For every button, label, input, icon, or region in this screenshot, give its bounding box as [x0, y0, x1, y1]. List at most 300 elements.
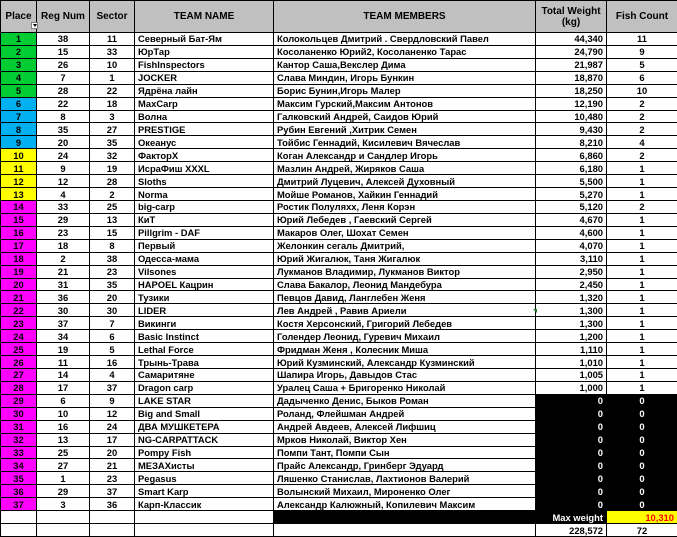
team-members-cell[interactable]: Максим Гурский,Максим Антонов [274, 97, 536, 110]
team-name-cell[interactable]: Первый [135, 239, 274, 252]
team-members-cell[interactable]: Дадыченко Денис, Быков Роман [274, 394, 536, 407]
sector-cell[interactable]: 23 [90, 265, 135, 278]
reg-num-cell[interactable]: 25 [37, 446, 90, 459]
place-cell[interactable]: 23 [1, 317, 37, 330]
sector-cell[interactable]: 35 [90, 136, 135, 149]
sector-cell[interactable]: 2 [90, 188, 135, 201]
table-row [1, 407, 677, 420]
place-cell[interactable]: 35 [1, 472, 37, 485]
filter-dropdown-icon[interactable] [31, 22, 38, 29]
team-name-cell[interactable]: Волна [135, 110, 274, 123]
total-weight-cell[interactable]: 3,110 [536, 252, 607, 265]
fish-count-cell[interactable]: 0 [607, 433, 677, 446]
team-members-cell[interactable]: Рубин Евгений ,Хитрик Семен [274, 123, 536, 136]
fish-count-cell[interactable]: 0 [607, 485, 677, 498]
team-name-cell[interactable]: Lethal Force [135, 343, 274, 356]
team-members-cell[interactable]: Мазлин Андрей, Жиряков Саша [274, 162, 536, 175]
total-weight-cell[interactable]: 4,670 [536, 213, 607, 226]
place-cell[interactable]: 36 [1, 485, 37, 498]
reg-num-cell[interactable]: 17 [37, 381, 90, 394]
fish-count-cell[interactable]: 0 [607, 420, 677, 433]
sector-cell[interactable]: 19 [90, 162, 135, 175]
total-weight-cell[interactable]: 1,005 [536, 368, 607, 381]
place-cell[interactable]: 18 [1, 252, 37, 265]
reg-num-cell[interactable]: 23 [37, 226, 90, 239]
total-weight-cell[interactable]: 1,320 [536, 291, 607, 304]
table-row [1, 213, 677, 226]
reg-num-cell[interactable]: 4 [37, 188, 90, 201]
footer-blank-cell[interactable] [1, 511, 37, 524]
reg-num-cell[interactable]: 14 [37, 368, 90, 381]
team-members-cell[interactable]: Колокольцев Дмитрий . Свердловский Павел [274, 33, 536, 46]
team-name-cell[interactable]: LAKE STAR [135, 394, 274, 407]
table-row [1, 317, 677, 330]
header-total-weight[interactable]: Total Weight (kg) [536, 1, 607, 33]
total-weight-cell[interactable]: 10,480 [536, 110, 607, 123]
fish-count-cell[interactable]: 1 [607, 381, 677, 394]
team-name-cell[interactable]: Big and Small [135, 407, 274, 420]
fish-count-cell[interactable]: 0 [607, 407, 677, 420]
reg-num-cell[interactable]: 16 [37, 420, 90, 433]
fish-count-cell[interactable]: 1 [607, 343, 677, 356]
reg-num-cell[interactable]: 33 [37, 200, 90, 213]
reg-num-cell[interactable]: 27 [37, 459, 90, 472]
place-cell[interactable]: 20 [1, 278, 37, 291]
place-cell[interactable]: 37 [1, 498, 37, 511]
team-members-cell[interactable]: Прайс Александр, Гринберг Эдуард [274, 459, 536, 472]
total-weight-cell[interactable]: 12,190 [536, 97, 607, 110]
fish-count-cell[interactable]: 1 [607, 368, 677, 381]
total-weight-cell[interactable]: 18,870 [536, 71, 607, 84]
team-name-cell[interactable]: HAPOEL Кацрин [135, 278, 274, 291]
reg-num-cell[interactable]: 3 [37, 498, 90, 511]
fish-count-cell[interactable]: 1 [607, 278, 677, 291]
team-members-cell[interactable]: Косоланенко Юрий2, Косоланенко Тарас [274, 45, 536, 58]
team-name-cell[interactable]: Pillgrim - DAF [135, 226, 274, 239]
sector-cell[interactable]: 20 [90, 446, 135, 459]
place-cell[interactable]: 7 [1, 110, 37, 123]
sector-cell[interactable]: 37 [90, 381, 135, 394]
reg-num-cell[interactable]: 36 [37, 291, 90, 304]
reg-num-cell[interactable]: 13 [37, 433, 90, 446]
place-cell[interactable]: 14 [1, 200, 37, 213]
team-members-cell[interactable]: Мрков Николай, Виктор Хен [274, 433, 536, 446]
fish-count-cell[interactable]: 5 [607, 58, 677, 71]
total-weight-cell[interactable]: 0 [536, 485, 607, 498]
fish-count-cell[interactable]: 1 [607, 330, 677, 343]
table-row [1, 239, 677, 252]
total-weight-cell[interactable]: 4,600 [536, 226, 607, 239]
reg-num-cell[interactable]: 11 [37, 356, 90, 369]
table-row [1, 58, 677, 71]
team-name-cell[interactable]: FishInspectors [135, 58, 274, 71]
table-row [1, 33, 677, 46]
sector-cell[interactable]: 13 [90, 213, 135, 226]
fish-count-cell[interactable]: 1 [607, 265, 677, 278]
fish-count-cell[interactable]: 1 [607, 162, 677, 175]
place-cell[interactable]: 29 [1, 394, 37, 407]
team-members-cell[interactable]: Роланд, Флейшман Андрей [274, 407, 536, 420]
team-name-cell[interactable]: Sloths [135, 175, 274, 188]
place-cell[interactable]: 32 [1, 433, 37, 446]
reg-num-cell[interactable]: 8 [37, 110, 90, 123]
reg-num-cell[interactable]: 28 [37, 84, 90, 97]
sector-cell[interactable]: 3 [90, 110, 135, 123]
team-members-cell[interactable]: Ляшенко Станислав, Лахтионов Валерий [274, 472, 536, 485]
total-weight-cell[interactable]: 9,430 [536, 123, 607, 136]
sector-cell[interactable]: 4 [90, 368, 135, 381]
sector-cell[interactable]: 6 [90, 330, 135, 343]
place-cell[interactable]: 9 [1, 136, 37, 149]
header-reg-num[interactable]: Reg Num [37, 1, 90, 33]
reg-num-cell[interactable]: 18 [37, 239, 90, 252]
team-name-cell[interactable]: Северный Бат-Ям [135, 33, 274, 46]
footer-blank-cell[interactable] [274, 524, 536, 537]
table-row [1, 356, 677, 369]
reg-num-cell[interactable]: 1 [37, 472, 90, 485]
sector-cell[interactable]: 22 [90, 84, 135, 97]
reg-num-cell[interactable]: 12 [37, 175, 90, 188]
place-cell[interactable]: 12 [1, 175, 37, 188]
sector-cell[interactable]: 36 [90, 498, 135, 511]
reg-num-cell[interactable]: 30 [37, 304, 90, 317]
place-cell[interactable]: 19 [1, 265, 37, 278]
team-members-cell[interactable]: Дмитрий Луцевич, Алексей Духовный [274, 175, 536, 188]
team-name-cell[interactable]: Карп-Классик [135, 498, 274, 511]
sector-cell[interactable]: 12 [90, 407, 135, 420]
fish-count-cell[interactable]: 1 [607, 188, 677, 201]
total-weight-cell[interactable]: 0 [536, 407, 607, 420]
footer-blank-cell[interactable] [135, 511, 274, 524]
team-members-cell[interactable]: Тойбис Геннадий, Кисилевич Вячеслав [274, 136, 536, 149]
place-cell[interactable]: 3 [1, 58, 37, 71]
table-row [1, 226, 677, 239]
total-weight-cell[interactable]: 1,200 [536, 330, 607, 343]
place-cell[interactable]: 4 [1, 71, 37, 84]
fish-count-cell[interactable]: 0 [607, 394, 677, 407]
fish-count-cell[interactable]: 1 [607, 291, 677, 304]
team-members-cell[interactable]: Помпи Тант, Помпи Сын [274, 446, 536, 459]
header-team-members[interactable]: TEAM MEMBERS [274, 1, 536, 33]
reg-num-cell[interactable]: 31 [37, 278, 90, 291]
footer-blank-cell[interactable] [135, 524, 274, 537]
team-name-cell[interactable]: Тузики [135, 291, 274, 304]
total-weight-cell[interactable]: 0 [536, 433, 607, 446]
team-name-cell[interactable]: ИсраФиш XXXL [135, 162, 274, 175]
team-name-cell[interactable]: Самаритяне [135, 368, 274, 381]
team-name-cell[interactable]: КиТ [135, 213, 274, 226]
reg-num-cell[interactable]: 29 [37, 213, 90, 226]
team-name-cell[interactable]: Викинги [135, 317, 274, 330]
team-name-cell[interactable]: ЮрТар [135, 45, 274, 58]
sector-cell[interactable]: 20 [90, 291, 135, 304]
team-name-cell[interactable]: Vilsones [135, 265, 274, 278]
header-fish-count[interactable]: Fish Count [607, 1, 677, 33]
place-cell[interactable]: 15 [1, 213, 37, 226]
team-members-cell[interactable]: Андрей Авдеев, Алексей Лифшиц [274, 420, 536, 433]
fish-count-cell[interactable]: 0 [607, 446, 677, 459]
team-members-cell[interactable]: Голендер Леонид, Гуревич Михаил [274, 330, 536, 343]
reg-num-cell[interactable]: 19 [37, 343, 90, 356]
sector-cell[interactable]: 33 [90, 45, 135, 58]
sector-cell[interactable]: 10 [90, 58, 135, 71]
team-members-cell[interactable]: Желонкин сегаль Дмитрий, [274, 239, 536, 252]
sector-cell[interactable]: 15 [90, 226, 135, 239]
total-weight-cell[interactable]: 0 [536, 472, 607, 485]
total-weight-cell[interactable]: 1,000 [536, 381, 607, 394]
footer-blank-cell[interactable] [1, 524, 37, 537]
sector-cell[interactable]: 32 [90, 149, 135, 162]
total-weight-cell[interactable]: 18,250 [536, 84, 607, 97]
sector-cell[interactable]: 7 [90, 317, 135, 330]
team-members-cell[interactable]: Галковский Андрей, Саидов Юрий [274, 110, 536, 123]
max-weight-value[interactable]: 10,310 [607, 511, 677, 524]
table-row [1, 459, 677, 472]
table-row [1, 149, 677, 162]
team-members-cell[interactable]: Лев Андрей , Равив Ариели [274, 304, 536, 317]
place-cell[interactable]: 21 [1, 291, 37, 304]
sector-cell[interactable]: 25 [90, 200, 135, 213]
footer-blank-cell[interactable] [90, 511, 135, 524]
total-weight-cell[interactable]: 8,210 [536, 136, 607, 149]
fish-count-cell[interactable]: 1 [607, 317, 677, 330]
total-weight-cell[interactable]: 2,950 [536, 265, 607, 278]
fish-count-cell[interactable]: 1 [607, 252, 677, 265]
fish-count-cell[interactable]: 1 [607, 213, 677, 226]
reg-num-cell[interactable]: 20 [37, 136, 90, 149]
total-weight-cell[interactable]: 0 [536, 459, 607, 472]
fish-count-cell[interactable]: 1 [607, 175, 677, 188]
sector-cell[interactable]: 23 [90, 472, 135, 485]
reg-num-cell[interactable]: 15 [37, 45, 90, 58]
fish-count-cell[interactable]: 6 [607, 71, 677, 84]
team-name-cell[interactable]: Dragon carp [135, 381, 274, 394]
team-name-cell[interactable]: Pegasus [135, 472, 274, 485]
team-members-cell[interactable]: Костя Херсонский, Григорий Лебедев [274, 317, 536, 330]
total-fish-sum[interactable]: 72 [607, 524, 677, 537]
total-weight-cell[interactable]: 5,270 [536, 188, 607, 201]
team-members-cell[interactable]: Волынский Михаил, Мироненко Олег [274, 485, 536, 498]
fish-count-cell[interactable]: 1 [607, 356, 677, 369]
place-cell[interactable]: 6 [1, 97, 37, 110]
fish-count-cell[interactable]: 0 [607, 459, 677, 472]
reg-num-cell[interactable]: 10 [37, 407, 90, 420]
total-weight-cell[interactable]: 24,790 [536, 45, 607, 58]
team-members-cell[interactable]: Фридман Женя , Колесник Миша [274, 343, 536, 356]
table-row [1, 446, 677, 459]
table-row [1, 71, 677, 84]
team-members-cell[interactable]: Коган Александр и Сандлер Игорь [274, 149, 536, 162]
place-cell[interactable]: 25 [1, 343, 37, 356]
team-members-cell[interactable]: Шапира Игорь, Давыдов Стас [274, 368, 536, 381]
sector-cell[interactable]: 16 [90, 356, 135, 369]
place-cell[interactable]: 5 [1, 84, 37, 97]
place-cell[interactable]: 10 [1, 149, 37, 162]
team-members-cell[interactable]: Юрий Жигалюк, Таня Жигалюк [274, 252, 536, 265]
team-members-cell[interactable]: Борис Бунин,Игорь Малер [274, 84, 536, 97]
place-cell[interactable]: 26 [1, 356, 37, 369]
reg-num-cell[interactable]: 38 [37, 33, 90, 46]
place-cell[interactable]: 28 [1, 381, 37, 394]
fish-count-cell[interactable]: 2 [607, 149, 677, 162]
fish-count-cell[interactable]: 2 [607, 97, 677, 110]
reg-num-cell[interactable]: 34 [37, 330, 90, 343]
reg-num-cell[interactable]: 37 [37, 317, 90, 330]
reg-num-cell[interactable]: 24 [37, 149, 90, 162]
team-members-cell[interactable]: Александр Калюжный, Копилевич Максим [274, 498, 536, 511]
place-cell[interactable]: 1 [1, 33, 37, 46]
sector-cell[interactable]: 1 [90, 71, 135, 84]
header-place[interactable]: Place [1, 1, 37, 33]
table-row [1, 420, 677, 433]
fish-count-cell[interactable]: 1 [607, 304, 677, 317]
team-name-cell[interactable]: МЕЗАХисты [135, 459, 274, 472]
cell-comment-marker-icon [533, 309, 537, 313]
max-weight-label[interactable]: Max weight [274, 511, 607, 524]
reg-num-cell[interactable]: 7 [37, 71, 90, 84]
sector-cell[interactable]: 24 [90, 420, 135, 433]
sector-cell[interactable]: 21 [90, 459, 135, 472]
team-name-cell[interactable]: ФакторХ [135, 149, 274, 162]
sector-cell[interactable]: 8 [90, 239, 135, 252]
footer-blank-cell[interactable] [37, 511, 90, 524]
reg-num-cell[interactable]: 26 [37, 58, 90, 71]
reg-num-cell[interactable]: 29 [37, 485, 90, 498]
place-cell[interactable]: 11 [1, 162, 37, 175]
sector-cell[interactable]: 37 [90, 485, 135, 498]
total-weight-cell[interactable]: 21,987 [536, 58, 607, 71]
sector-cell[interactable]: 9 [90, 394, 135, 407]
fish-count-cell[interactable]: 1 [607, 239, 677, 252]
team-members-cell[interactable]: Уралец Саша + Бригоренко Николай [274, 381, 536, 394]
place-cell[interactable]: 33 [1, 446, 37, 459]
team-members-cell[interactable]: Макаров Олег, Шохат Семен [274, 226, 536, 239]
team-members-cell[interactable]: Лукманов Владимир, Лукманов Виктор [274, 265, 536, 278]
place-cell[interactable]: 24 [1, 330, 37, 343]
place-cell[interactable]: 2 [1, 45, 37, 58]
sector-cell[interactable]: 28 [90, 175, 135, 188]
team-members-cell[interactable]: Слава Миндин, Игорь Бункин [274, 71, 536, 84]
team-members-cell[interactable]: Юрий Кузминский, Александр Кузминский [274, 356, 536, 369]
reg-num-cell[interactable]: 22 [37, 97, 90, 110]
total-weight-cell[interactable]: 1,300 [536, 317, 607, 330]
place-cell[interactable]: 17 [1, 239, 37, 252]
reg-num-cell[interactable]: 35 [37, 123, 90, 136]
place-cell[interactable]: 27 [1, 368, 37, 381]
team-name-cell[interactable]: Basic Instinct [135, 330, 274, 343]
fish-count-cell[interactable]: 0 [607, 498, 677, 511]
sector-cell[interactable]: 38 [90, 252, 135, 265]
table-row [1, 472, 677, 485]
team-name-cell[interactable]: Океанус [135, 136, 274, 149]
fish-count-cell[interactable]: 11 [607, 33, 677, 46]
sector-cell[interactable]: 18 [90, 97, 135, 110]
table-body [1, 33, 677, 511]
total-weight-cell[interactable]: 0 [536, 498, 607, 511]
place-cell[interactable]: 13 [1, 188, 37, 201]
reg-num-cell[interactable]: 21 [37, 265, 90, 278]
footer-blank-cell[interactable] [90, 524, 135, 537]
total-weight-cell[interactable]: 6,860 [536, 149, 607, 162]
team-name-cell[interactable]: Smart Karp [135, 485, 274, 498]
place-cell[interactable]: 22 [1, 304, 37, 317]
team-members-cell[interactable]: Ростик Полуляхх, Леня Корэн [274, 200, 536, 213]
totals-row [1, 524, 677, 537]
fish-count-cell[interactable]: 9 [607, 45, 677, 58]
total-weight-cell[interactable]: 4,070 [536, 239, 607, 252]
place-cell[interactable]: 31 [1, 420, 37, 433]
team-members-cell[interactable]: Кантор Саша,Векслер Дима [274, 58, 536, 71]
total-weight-cell[interactable]: 2,450 [536, 278, 607, 291]
team-members-cell[interactable]: Мойше Романов, Хайкин Геннадий [274, 188, 536, 201]
footer-blank-cell[interactable] [37, 524, 90, 537]
fish-count-cell[interactable]: 2 [607, 110, 677, 123]
sector-cell[interactable]: 30 [90, 304, 135, 317]
team-members-cell[interactable]: Слава Бакалор, Леонид Мандебура [274, 278, 536, 291]
team-name-cell[interactable]: PRESTIGE [135, 123, 274, 136]
team-name-cell[interactable]: LIDER [135, 304, 274, 317]
team-name-cell[interactable]: Трынь-Трава [135, 356, 274, 369]
team-name-cell[interactable]: Одесса-мама [135, 252, 274, 265]
total-weight-cell[interactable]: 44,340 [536, 33, 607, 46]
team-name-cell[interactable]: NG-CARPATTACK [135, 433, 274, 446]
sector-cell[interactable]: 35 [90, 278, 135, 291]
sector-cell[interactable]: 11 [90, 33, 135, 46]
sector-cell[interactable]: 27 [90, 123, 135, 136]
team-members-cell[interactable]: Юрий Лебедев , Гаевский Сергей [274, 213, 536, 226]
sector-cell[interactable]: 5 [90, 343, 135, 356]
fish-count-cell[interactable]: 2 [607, 200, 677, 213]
team-name-cell[interactable]: Ядрёна лайн [135, 84, 274, 97]
reg-num-cell[interactable]: 2 [37, 252, 90, 265]
fish-count-cell[interactable]: 1 [607, 226, 677, 239]
total-weight-cell[interactable]: 5,120 [536, 200, 607, 213]
place-cell[interactable]: 30 [1, 407, 37, 420]
total-weight-cell[interactable]: 1,300 [536, 304, 607, 317]
sector-cell[interactable]: 17 [90, 433, 135, 446]
team-name-cell[interactable]: Pompy Fish [135, 446, 274, 459]
fish-count-cell[interactable]: 2 [607, 123, 677, 136]
place-cell[interactable]: 8 [1, 123, 37, 136]
header-team-name[interactable]: TEAM NAME [135, 1, 274, 33]
total-weight-cell[interactable]: 0 [536, 420, 607, 433]
table-row [1, 394, 677, 407]
team-name-cell[interactable]: Norma [135, 188, 274, 201]
place-cell[interactable]: 34 [1, 459, 37, 472]
place-cell[interactable]: 16 [1, 226, 37, 239]
team-members-cell[interactable]: Певцов Давид, Ланглебен Женя [274, 291, 536, 304]
total-weight-cell[interactable]: 6,180 [536, 162, 607, 175]
table-row [1, 110, 677, 123]
fish-count-cell[interactable]: 4 [607, 136, 677, 149]
reg-num-cell[interactable]: 9 [37, 162, 90, 175]
team-name-cell[interactable]: JOCKER [135, 71, 274, 84]
team-name-cell[interactable]: big-carp [135, 200, 274, 213]
total-weight-sum[interactable]: 228,572 [536, 524, 607, 537]
total-weight-cell[interactable]: 0 [536, 394, 607, 407]
team-name-cell[interactable]: МахCarp [135, 97, 274, 110]
reg-num-cell[interactable]: 6 [37, 394, 90, 407]
total-weight-cell[interactable]: 5,500 [536, 175, 607, 188]
team-name-cell[interactable]: ДВА МУШКЕТЕРА [135, 420, 274, 433]
header-sector[interactable]: Sector [90, 1, 135, 33]
fish-count-cell[interactable]: 0 [607, 472, 677, 485]
table-row [1, 200, 677, 213]
total-weight-cell[interactable]: 1,110 [536, 343, 607, 356]
fish-count-cell[interactable]: 10 [607, 84, 677, 97]
total-weight-cell[interactable]: 0 [536, 446, 607, 459]
total-weight-cell[interactable]: 1,010 [536, 356, 607, 369]
